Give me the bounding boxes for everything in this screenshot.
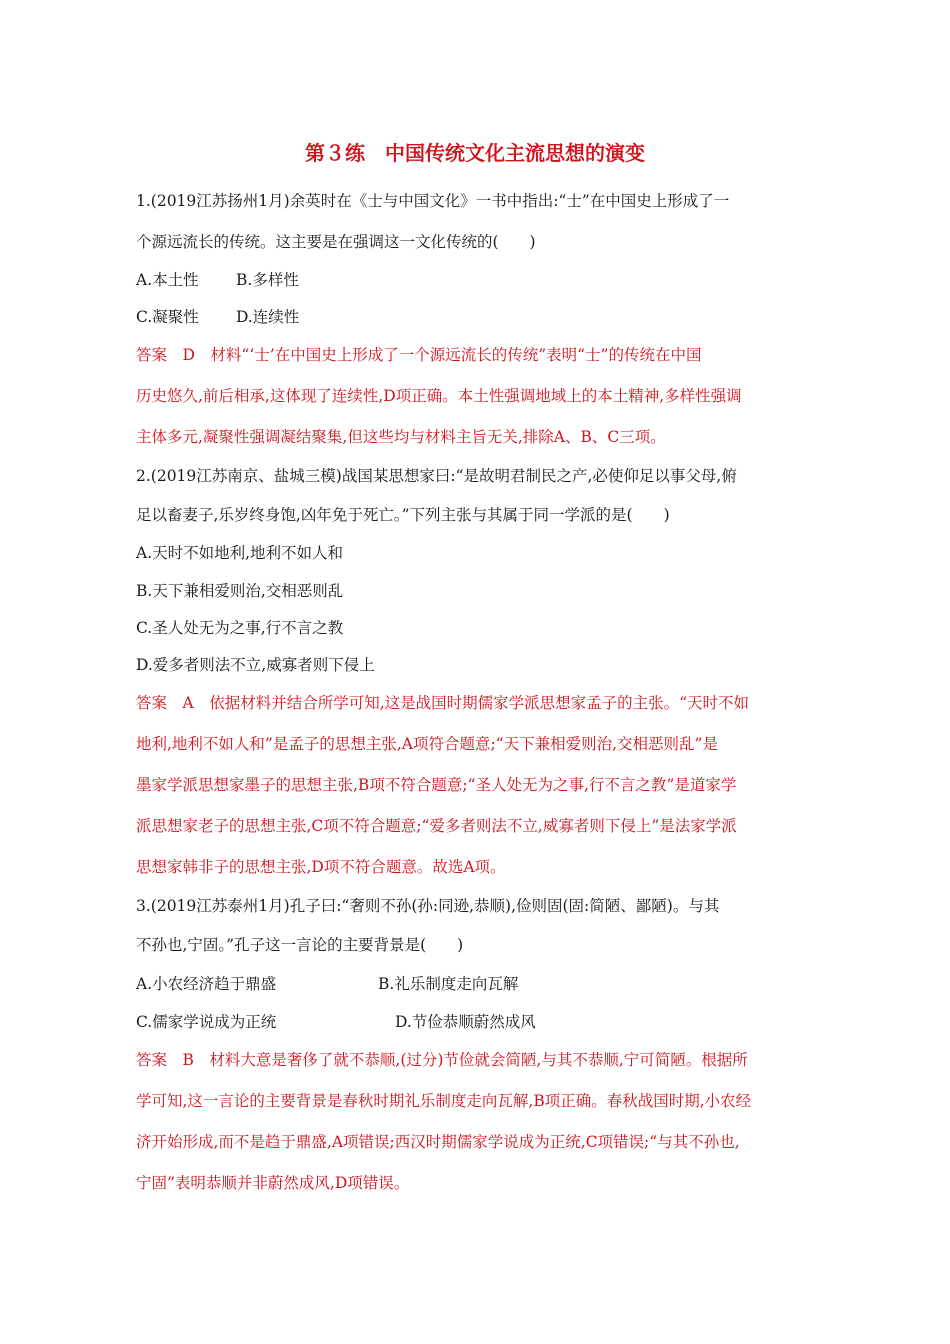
page-title: 第３练 中国传统文化主流思想的演变 <box>305 141 645 165</box>
question-stem-line: 个源远流长的传统。这主要是在强调这一文化传统的( ) <box>136 233 536 251</box>
option-d: D.节俭恭顺蔚然成风 <box>395 1013 536 1031</box>
answer-line: 墨家学派思想家墨子的思想主张,B项不符合题意;“圣人处无为之事,行不言之教”是道家学 <box>136 776 737 794</box>
option-a: A.天时不如地利,地利不如人和 <box>136 544 344 562</box>
option-c: C.凝聚性 <box>136 308 199 326</box>
answer-line: 答案 B 材料大意是奢侈了就不恭顺,(过分)节俭就会简陋,与其不恭顺,宁可简陋。根据所 <box>136 1051 748 1069</box>
question-stem-line: 不孙也,宁固。”孔子这一言论的主要背景是( ) <box>136 936 464 954</box>
option-b: B.多样性 <box>236 271 299 289</box>
answer-line: 派思想家老子的思想主张,C项不符合题意;“爱多者则法不立,威寡者则下侵上”是法家学派 <box>136 817 737 835</box>
answer-line: 宁固”表明恭顺并非蔚然成风,D项错误。 <box>136 1174 410 1192</box>
question-stem-line: 2.(2019江苏南京、盐城三模)战国某思想家曰:“是故明君制民之产,必使仰足以事父母,俯 <box>136 467 737 485</box>
answer-line: 济开始形成,而不是趋于鼎盛,A项错误;西汉时期儒家学说成为正统,C项错误;“与其不孙也, <box>136 1133 740 1151</box>
option-c: C.圣人处无为之事,行不言之教 <box>136 619 344 637</box>
option-d: D.爱多者则法不立,威寡者则下侵上 <box>136 656 375 674</box>
option-d: D.连续性 <box>236 308 300 326</box>
answer-line: 学可知,这一言论的主要背景是春秋时期礼乐制度走向瓦解,B项正确。春秋战国时期,小农经 <box>136 1092 752 1110</box>
answer-line: 地利,地利不如人和”是孟子的思想主张,A项符合题意;“天下兼相爱则治,交相恶则乱”是 <box>136 735 718 753</box>
answer-line: 思想家韩非子的思想主张,D项不符合题意。故选A项。 <box>136 858 506 876</box>
answer-line: 答案 D 材料“‘士’在中国史上形成了一个源远流长的传统”表明“士”的传统在中国 <box>136 346 702 364</box>
question-stem-line: 足以畜妻子,乐岁终身饱,凶年免于死亡。”下列主张与其属于同一学派的是( ) <box>136 506 670 524</box>
answer-line: 历史悠久,前后相承,这体现了连续性,D项正确。本土性强调地域上的本土精神,多样性强调 <box>136 387 742 405</box>
option-a: A.小农经济趋于鼎盛 <box>136 975 277 993</box>
answer-line: 答案 A 依据材料并结合所学可知,这是战国时期儒家学派思想家孟子的主张。“天时不如 <box>136 694 750 712</box>
option-a: A.本土性 <box>136 271 199 289</box>
question-stem-line: 1.(2019江苏扬州1月)余英时在《士与中国文化》一书中指出:“士”在中国史上形成了一 <box>136 192 730 210</box>
option-c: C.儒家学说成为正统 <box>136 1013 277 1031</box>
answer-line: 主体多元,凝聚性强调凝结聚集,但这些均与材料主旨无关,排除A、B、C三项。 <box>136 428 666 446</box>
option-b: B.天下兼相爱则治,交相恶则乱 <box>136 582 344 600</box>
question-stem-line: 3.(2019江苏泰州1月)孔子曰:“奢则不孙(孙:同逊,恭顺),俭则固(固:简陋、鄙陋)。与其 <box>136 897 720 915</box>
option-b: B.礼乐制度走向瓦解 <box>378 975 519 993</box>
